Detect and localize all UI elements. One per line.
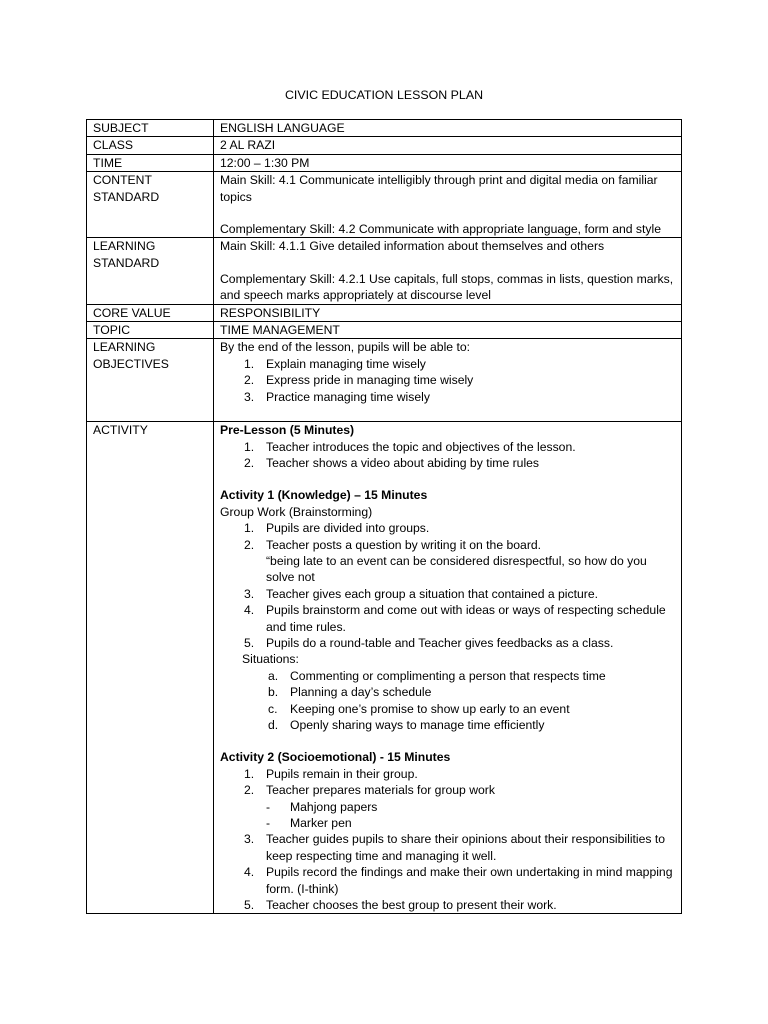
list-item: a. Commenting or complimenting a person that respects time bbox=[268, 668, 606, 683]
learning-objectives-value bbox=[214, 339, 682, 422]
activity1-subheading: Group Work (Brainstorming) bbox=[220, 504, 373, 519]
table-row bbox=[87, 120, 682, 137]
list-item: 2. Teacher shows a video about abiding by time rules bbox=[244, 455, 540, 470]
list-item: c. Keeping one’s promise to show up early to an event bbox=[268, 701, 570, 716]
label-line: LEARNING bbox=[93, 239, 156, 254]
complementary-skill-text: Complementary Skill: 4.2.1 Use capitals, full stops, commas in lists, question marks, and speech marks appropriately at discourse level bbox=[220, 271, 674, 303]
time-value: 12:00 – 1:30 PM bbox=[214, 154, 682, 171]
table-row bbox=[87, 304, 682, 321]
row-label: CLASS bbox=[87, 137, 214, 154]
pre-lesson-heading: Pre-Lesson (5 Minutes) bbox=[220, 423, 355, 438]
label-line: STANDARD bbox=[93, 189, 160, 204]
learning-standard-value bbox=[214, 238, 682, 304]
list-item: d. Openly sharing ways to manage time efficiently bbox=[268, 718, 545, 732]
quoted-question: “being late to an event can be considered disrespectful, so how do you solve not bbox=[266, 553, 647, 585]
objectives-intro: By the end of the lesson, pupils will be able to: bbox=[220, 340, 470, 355]
list-item: 1. Teacher introduces the topic and objectives of the lesson. bbox=[244, 439, 576, 454]
list-item: - Mahjong papers bbox=[266, 799, 378, 814]
list-item: 1. Pupils are divided into groups. bbox=[244, 521, 430, 536]
situations-label: Situations: bbox=[242, 652, 299, 667]
list-item: 3. Teacher guides pupils to share their opinions about their responsibilities to keep respecting time and managing it well. bbox=[244, 832, 666, 863]
row-label: TIME bbox=[87, 154, 214, 171]
label-line: LEARNING bbox=[93, 340, 156, 355]
activity2-heading: Activity 2 (Socioemotional) - 15 Minutes bbox=[220, 750, 451, 765]
activity1-heading: Activity 1 (Knowledge) – 15 Minutes bbox=[220, 488, 428, 503]
list-item: 2. Teacher prepares materials for group work bbox=[244, 783, 495, 798]
subject-value: ENGLISH LANGUAGE bbox=[214, 120, 682, 137]
complementary-skill-text: Complementary Skill: 4.2 Communicate with appropriate language, form and style bbox=[220, 222, 661, 237]
topic-value: TIME MANAGEMENT bbox=[214, 322, 682, 339]
label-line: OBJECTIVES bbox=[93, 356, 169, 371]
lesson-plan-table bbox=[86, 119, 682, 914]
list-item: 2. Express pride in managing time wisely bbox=[244, 373, 474, 388]
list-item: b. Planning a day’s schedule bbox=[268, 685, 432, 700]
list-item: 1. Pupils remain in their group. bbox=[244, 766, 418, 781]
list-item: 4. Pupils brainstorm and come out with ideas or ways of respecting schedule and time rules. bbox=[244, 603, 666, 634]
list-item: - Marker pen bbox=[266, 816, 352, 831]
row-label: SUBJECT bbox=[87, 120, 214, 137]
list-item: 5. Pupils do a round-table and Teacher gives feedbacks as a class. bbox=[244, 635, 614, 650]
row-label: TOPIC bbox=[87, 322, 214, 339]
row-label bbox=[87, 238, 214, 304]
row-label: CORE VALUE bbox=[87, 304, 214, 321]
table-row bbox=[87, 322, 682, 339]
class-value: 2 AL RAZI bbox=[214, 137, 682, 154]
row-label bbox=[87, 339, 214, 422]
label-line: CONTENT bbox=[93, 173, 152, 188]
list-item: 1. Explain managing time wisely bbox=[244, 356, 426, 371]
table-row bbox=[87, 422, 682, 914]
list-item: 3. Practice managing time wisely bbox=[244, 389, 430, 404]
table-row bbox=[87, 154, 682, 171]
row-label: ACTIVITY bbox=[87, 422, 214, 914]
document-title: CIVIC EDUCATION LESSON PLAN bbox=[284, 88, 484, 102]
list-item: 4. Pupils record the findings and make their own undertaking in mind mapping form. (I-think) bbox=[244, 865, 673, 896]
table-row bbox=[87, 172, 682, 238]
table-row bbox=[87, 339, 682, 422]
label-line: STANDARD bbox=[93, 255, 160, 270]
list-item: 3. Teacher gives each group a situation that contained a picture. bbox=[244, 586, 598, 601]
core-value-value: RESPONSIBILITY bbox=[214, 304, 682, 321]
activity-value bbox=[214, 422, 682, 914]
table-row bbox=[87, 137, 682, 154]
list-item: 2. Teacher posts a question by writing it on the board. “being late to an event can be considered disrespectful, so how do you solve not bbox=[244, 537, 647, 585]
content-standard-value bbox=[214, 172, 682, 238]
row-label bbox=[87, 172, 214, 238]
main-skill-text: Main Skill: 4.1.1 Give detailed information about themselves and others bbox=[220, 239, 605, 254]
table-row bbox=[87, 238, 682, 304]
list-item: 5. Teacher chooses the best group to present their work. bbox=[244, 898, 557, 913]
main-skill-text: Main Skill: 4.1 Communicate intelligibly through print and digital media on familiar topics bbox=[220, 173, 658, 204]
